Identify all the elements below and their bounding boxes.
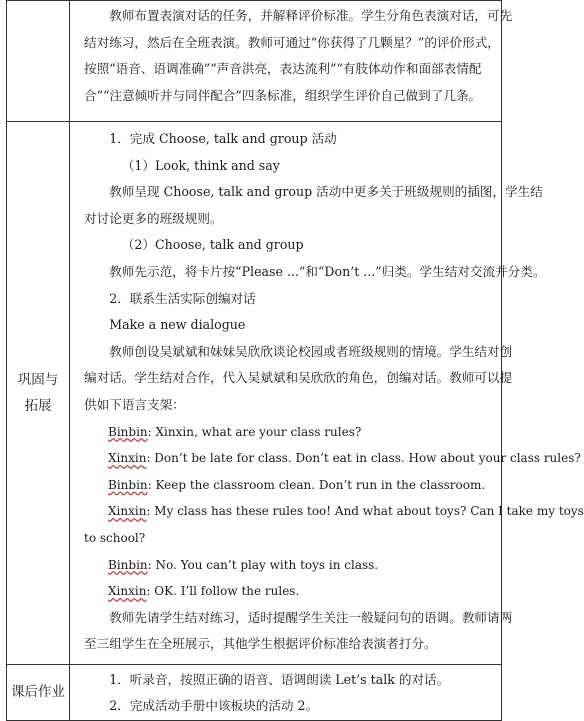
paragraph-line: 教师布置表演对话的任务，并解释评价标准。学生分角色表演对话，可先 <box>109 8 513 23</box>
row-content-consolidation <box>70 122 584 665</box>
paragraph-line: 教师先请学生结对练习，适时提醒学生关注一般疑问句的语调。教师请两 <box>109 609 513 625</box>
dialogue-speaker: Binbin <box>108 424 148 439</box>
paragraph-line: 按照“语音、语调准确”“声音洪亮，表达流利”“有肢体动作和面部表情配 <box>84 61 482 77</box>
table-row <box>7 664 502 720</box>
dialogue-continuation: to school? <box>84 530 146 545</box>
dialogue-line <box>84 498 584 525</box>
label-line: 巩固与 <box>17 371 59 388</box>
dialogue-speaker: Binbin <box>108 557 148 572</box>
subsection-heading: （2）Choose, talk and group <box>121 237 304 253</box>
dialogue-speaker: Binbin <box>108 477 148 492</box>
dialogue-line <box>84 472 493 499</box>
dialogue-text: : OK. I’ll follow the rules. <box>146 584 300 599</box>
dialogue-text: : Don’t be late for class. Don’t eat in class. How about your class rules? <box>146 451 581 466</box>
row-label-homework: 课后作业 <box>7 664 70 720</box>
section-heading: 1．完成 Choose, talk and group 活动 <box>109 131 337 146</box>
activity-title: Make a new dialogue <box>109 317 246 333</box>
dialogue-speaker: Xinxin <box>108 584 147 599</box>
table-row <box>7 1 502 122</box>
homework-item: 2．完成活动手册中该板块的活动 2。 <box>109 698 319 714</box>
paragraph-line: 供如下语言支架： <box>84 396 185 412</box>
row-content-homework <box>70 664 502 720</box>
paragraph-line: 合”“注意倾听并与同伴配合”四条标准，组织学生评价自己做到了几条。 <box>84 87 482 103</box>
dialogue-speaker: Xinxin <box>108 451 147 466</box>
dialogue-text: : Xinxin, what are your class rules? <box>147 424 362 439</box>
dialogue-speaker: Xinxin <box>108 504 147 519</box>
subsection-heading: （1）Look, think and say <box>121 157 280 173</box>
dialogue-text: : No. You can’t play with toys in class. <box>147 557 379 572</box>
paragraph-line: 教师创设吴斌斌和妹妹吴欣欣谈论校园或者班级规则的情境。学生结对创 <box>109 343 513 359</box>
table-row <box>7 122 502 665</box>
paragraph-line: 结对练习，然后在全班表演。教师可通过“你获得了几颗星？”的评价形式， <box>84 34 500 50</box>
row-label-consolidation <box>7 122 70 665</box>
section-heading: 2．联系生活实际创编对话 <box>109 290 256 306</box>
label-line: 拓展 <box>24 397 52 414</box>
paragraph-line: 至三组学生在全班展示，其他学生根据评价标准给表演者打分。 <box>84 636 437 652</box>
row-label-empty <box>7 1 70 122</box>
dialogue-line <box>84 445 581 472</box>
dialogue-line <box>84 552 493 579</box>
paragraph-line: 教师呈现 Choose, talk and group 活动中更多关于班级规则的插图，学生结 <box>109 184 543 200</box>
dialogue-text: : My class has these rules too! And what about toys? Can I take my toys <box>146 504 584 519</box>
lesson-plan-table <box>6 0 584 721</box>
paragraph-line: 对讨论更多的班级规则。 <box>84 210 223 226</box>
paragraph-line: 教师先示范，将卡片按“Please ...”和“Don’t ...”归类。学生结对交流并分类。 <box>109 263 546 279</box>
dialogue-text: : Keep the classroom clean. Don’t run in the classroom. <box>147 477 486 492</box>
paragraph-line: 编对话。学生结对合作，代入吴斌斌和吴欣欣的角色，创编对话。教师可以提 <box>84 370 513 386</box>
row-content-presentation <box>70 1 513 122</box>
dialogue-line <box>84 578 493 605</box>
dialogue-line <box>84 419 493 446</box>
homework-item: 1．听录音，按照正确的语音、语调朗读 Let’s talk 的对话。 <box>109 671 450 687</box>
